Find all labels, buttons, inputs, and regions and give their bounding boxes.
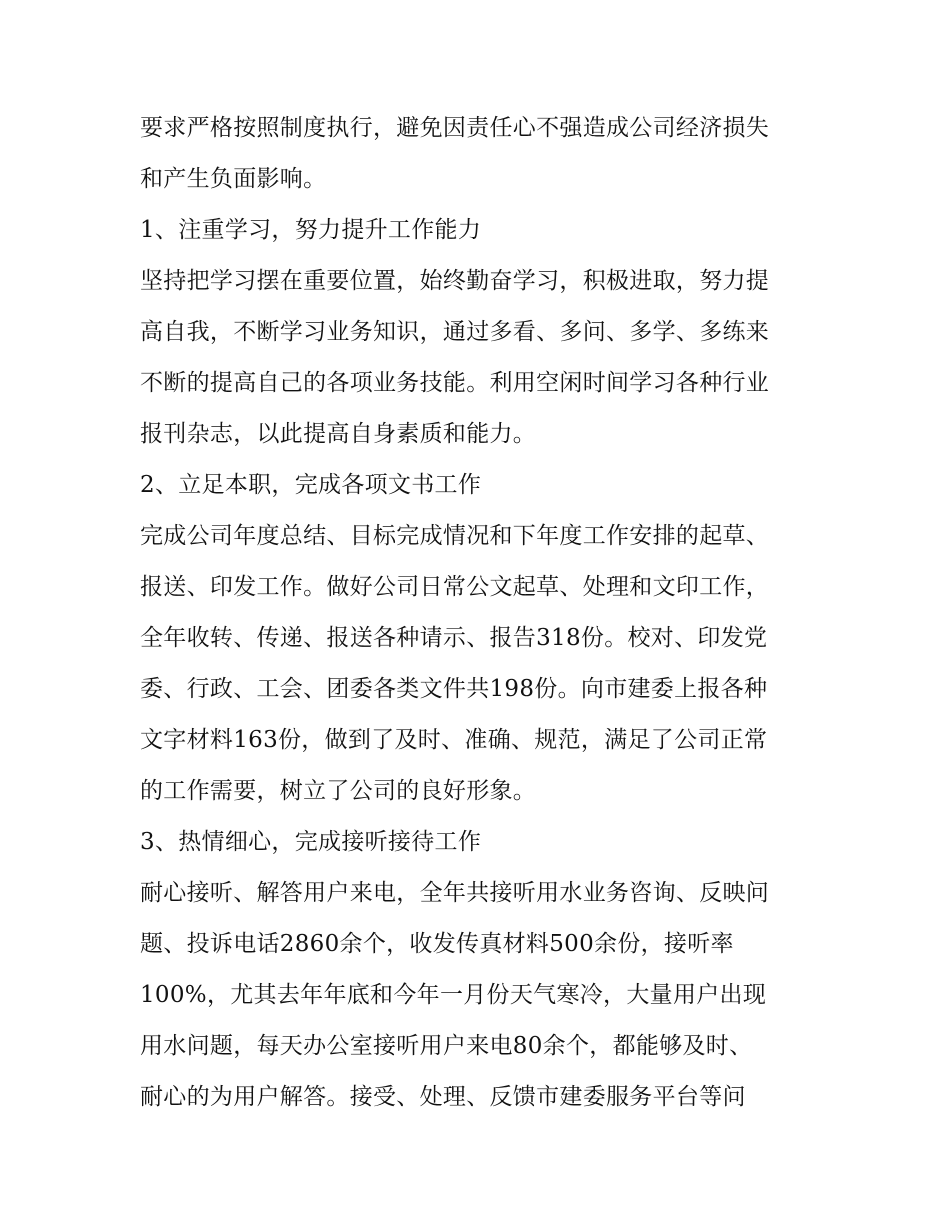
text-line: 高自我，不断学习业务知识，通过多看、多问、多学、多练来 xyxy=(140,319,770,345)
text-line: 题、投诉电话2860余个，收发传真材料500余份，接听率 xyxy=(140,931,734,957)
text-line: 完成公司年度总结、目标完成情况和下年度工作安排的起草、 xyxy=(140,523,770,549)
text-line: 全年收转、传递、报送各种请示、报告318份。校对、印发党 xyxy=(140,625,768,651)
text-line: 报刊杂志，以此提高自身素质和能力。 xyxy=(140,421,537,447)
text-line: 委、行政、工会、团委各类文件共198份。向市建委上报各种 xyxy=(140,676,768,702)
text-line: 用水问题，每天办公室接听用户来电80余个，都能够及时、 xyxy=(140,1033,753,1059)
text-line: 报送、印发工作。做好公司日常公文起草、处理和文印工作， xyxy=(140,574,770,600)
text-line: 要求严格按照制度执行，避免因责任心不强造成公司经济损失 xyxy=(140,115,770,141)
text-line: 耐心接听、解答用户来电，全年共接听用水业务咨询、反映问 xyxy=(140,880,770,906)
text-line: 和产生负面影响。 xyxy=(140,166,327,192)
section-heading-1: 1、注重学习，努力提升工作能力 xyxy=(140,217,482,243)
section-heading-3: 3、热情细心，完成接听接待工作 xyxy=(140,829,482,855)
text-line: 耐心的为用户解答。接受、处理、反馈市建委服务平台等问 xyxy=(140,1084,746,1110)
text-line: 文字材料163份，做到了及时、准确、规范，满足了公司正常 xyxy=(140,727,768,753)
text-line: 的工作需要，树立了公司的良好形象。 xyxy=(140,778,537,804)
text-line: 坚持把学习摆在重要位置，始终勤奋学习，积极进取，努力提 xyxy=(140,268,770,294)
text-line: 不断的提高自己的各项业务技能。利用空闲时间学习各种行业 xyxy=(140,370,770,396)
text-line: 100%，尤其去年年底和今年一月份天气寒冷，大量用户出现 xyxy=(140,982,767,1008)
section-heading-2: 2、立足本职，完成各项文书工作 xyxy=(140,472,482,498)
